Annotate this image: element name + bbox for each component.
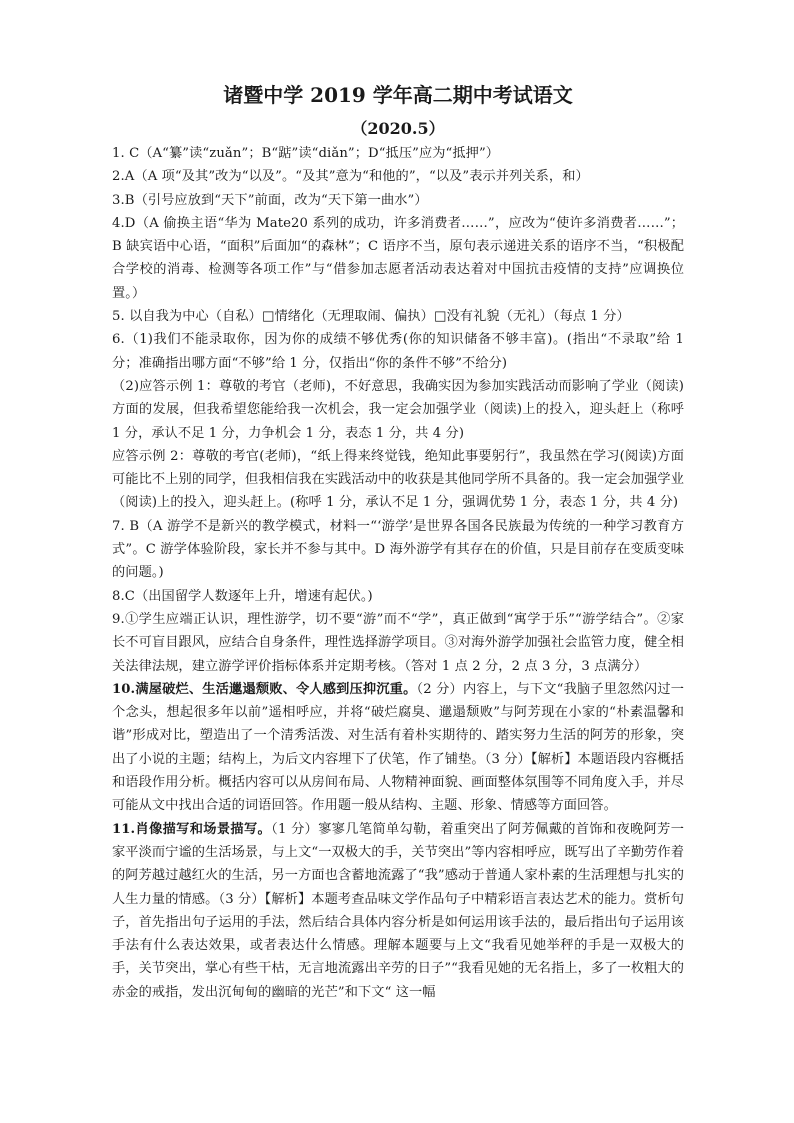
answer-item-4: 4.D（A 偷换主语“华为 Mate20 系列的成功，许多消费者……”，应改为“使许多消费者……”；B 缺宾语中心语，“面积”后面加“的森林”；C 语序不当，原句表示递进关系的语序不当，“积极配合学校的消毒、检测等各项工作”与“借参加志愿者活动表达着对中国抗击疫情的支持”应调换位置。） (112, 215, 684, 301)
answer-item-6-2-example-1: （2)应答示例 1：尊敬的考官（老师)，不好意思，我确实因为参加实践活动而影响了学业（阅读)方面的发展，但我希望您能给我一次机会，我一定会加强学业（阅读)上的投入，迎头赶上（称呼 1 分，承认不足 1 分，力争机会 1 分，表态 1 分，共 4 分) (112, 378, 684, 441)
answer-item-11: 11.肖像描写和场景描写。（1 分）寥寥几笔简单勾勒，着重突出了阿芳佩戴的首饰和夜晚阿芳一家平淡而宁谧的生活场景，与上文“一双极大的手，关节突出”等内容相呼应，既写出了辛勤劳作着的阿芳越过越红火的生活，另一方面也含蓄地流露了“我”感动于普通人家朴素的生活理想与扎实的人生力量的情感。（3 分）【解析】本题考查品味文学作品句子中精彩语言表达艺术的能力。赏析句子，首先指出句子运用的手法，然后结合具体内容分析是如何运用该手法的，最后指出句子运用该手法有什么表达效果，或者表达什么情感。理解本题要与上文“我看见她举秤的手是一双极大的手，关节突出，掌心有些干枯，无言地流露出辛劳的日子”“我看见她的无名指上，多了一枚粗大的赤金的戒指，发出沉甸甸的幽暗的光芒”和下文“ 这一幅 (112, 821, 684, 1000)
answer-list (112, 142, 684, 1004)
answer-item-3: 3.B（引号应放到“天下”前面，改为“天下第一曲水”） (112, 192, 428, 208)
document-page (112, 78, 684, 1004)
document-title: 诸暨中学 2019 学年高二期中考试语文 (223, 83, 573, 107)
answer-item-1: 1. C（A“纂”读“zuǎn”；B“踮”读“diǎn”；D“抵压”应为“抵押”） (112, 146, 500, 161)
answer-item-7: 7. B（A 游学不是新兴的教学模式，材料一“‘游学’是世界各国各民族最为传统的一种学习教育方式”。C 游学体验阶段，家长并不参与其中。D 海外游学有其存在的价值，只是目前存在变质变味的问题。) (112, 518, 684, 581)
answer-item-6-2-example-2: 应答示例 2：尊敬的考官(老师)，“纸上得来终觉钱，绝知此事要躬行”，我虽然在学习(阅读)方面可能比不上别的同学，但我相信我在实践活动中的收获是其他同学所不具备的。我一定会加强学业（阅读)上的投入，迎头赶上。(称呼 1 分，承认不足 1 分，强调优势 1 分，表态 1 分，共 4 分) (112, 448, 684, 511)
answer-item-6-1: 6.（1)我们不能录取你，因为你的成绩不够优秀(你的知识储备不够丰富)。(指出“不录取”给 1 分；准确指出哪方面“不够”给 1 分，仅指出“你的条件不够”不给分) (112, 332, 684, 371)
answer-item-5: 5. 以自我为中心（自私）□情绪化（无理取闹、偏执）□没有礼貌（无礼）（每点 1 分） (112, 309, 630, 325)
answer-item-10: 10.满屋破烂、生活邋遢颓败、令人感到压抑沉重。（2 分）内容上，与下文“我脑子里忽然闪过一个念头，想起很多年以前”遥相呼应，并将“破烂腐臭、邋遢颓败”与阿芳现在小家的“朴素温馨和谐”形成对比，塑造出了一个清秀活泼、对生活有着朴实期待的、踏实努力生活的阿芳的形象，突出了小说的主题；结构上，为后文内容埋下了伏笔，作了铺垫。（3 分）【解析】本题语段内容概括和语段作用分析。概括内容可以从房间布局、人物精神面貌、画面整体氛围等不同角度入手，并尽可能从文中找出合适的词语回答。作用题一般从结构、主题、形象、情感等方面回答。 (112, 681, 684, 814)
document-date: （2020.5） (351, 119, 445, 138)
answer-item-8: 8.C（出国留学人数逐年上升，增速有起伏。) (112, 588, 373, 604)
answer-item-2: 2.A（A 项“及其”改为“以及”。“及其”意为“和他的”，“以及”表示并列关系，和） (112, 169, 589, 185)
answer-item-9: 9.①学生应端正认识，理性游学，切不要“游”而不“学”，真正做到“寓学于乐”“游学结合”。②家长不可盲目跟风，应结合自身条件，理性选择游学项目。③对海外游学加强社会监管力度，健全相关法律法规，建立游学评价指标体系并定期考核。（答对 1 点 2 分，2 点 3 分，3 点满分） (112, 611, 684, 674)
